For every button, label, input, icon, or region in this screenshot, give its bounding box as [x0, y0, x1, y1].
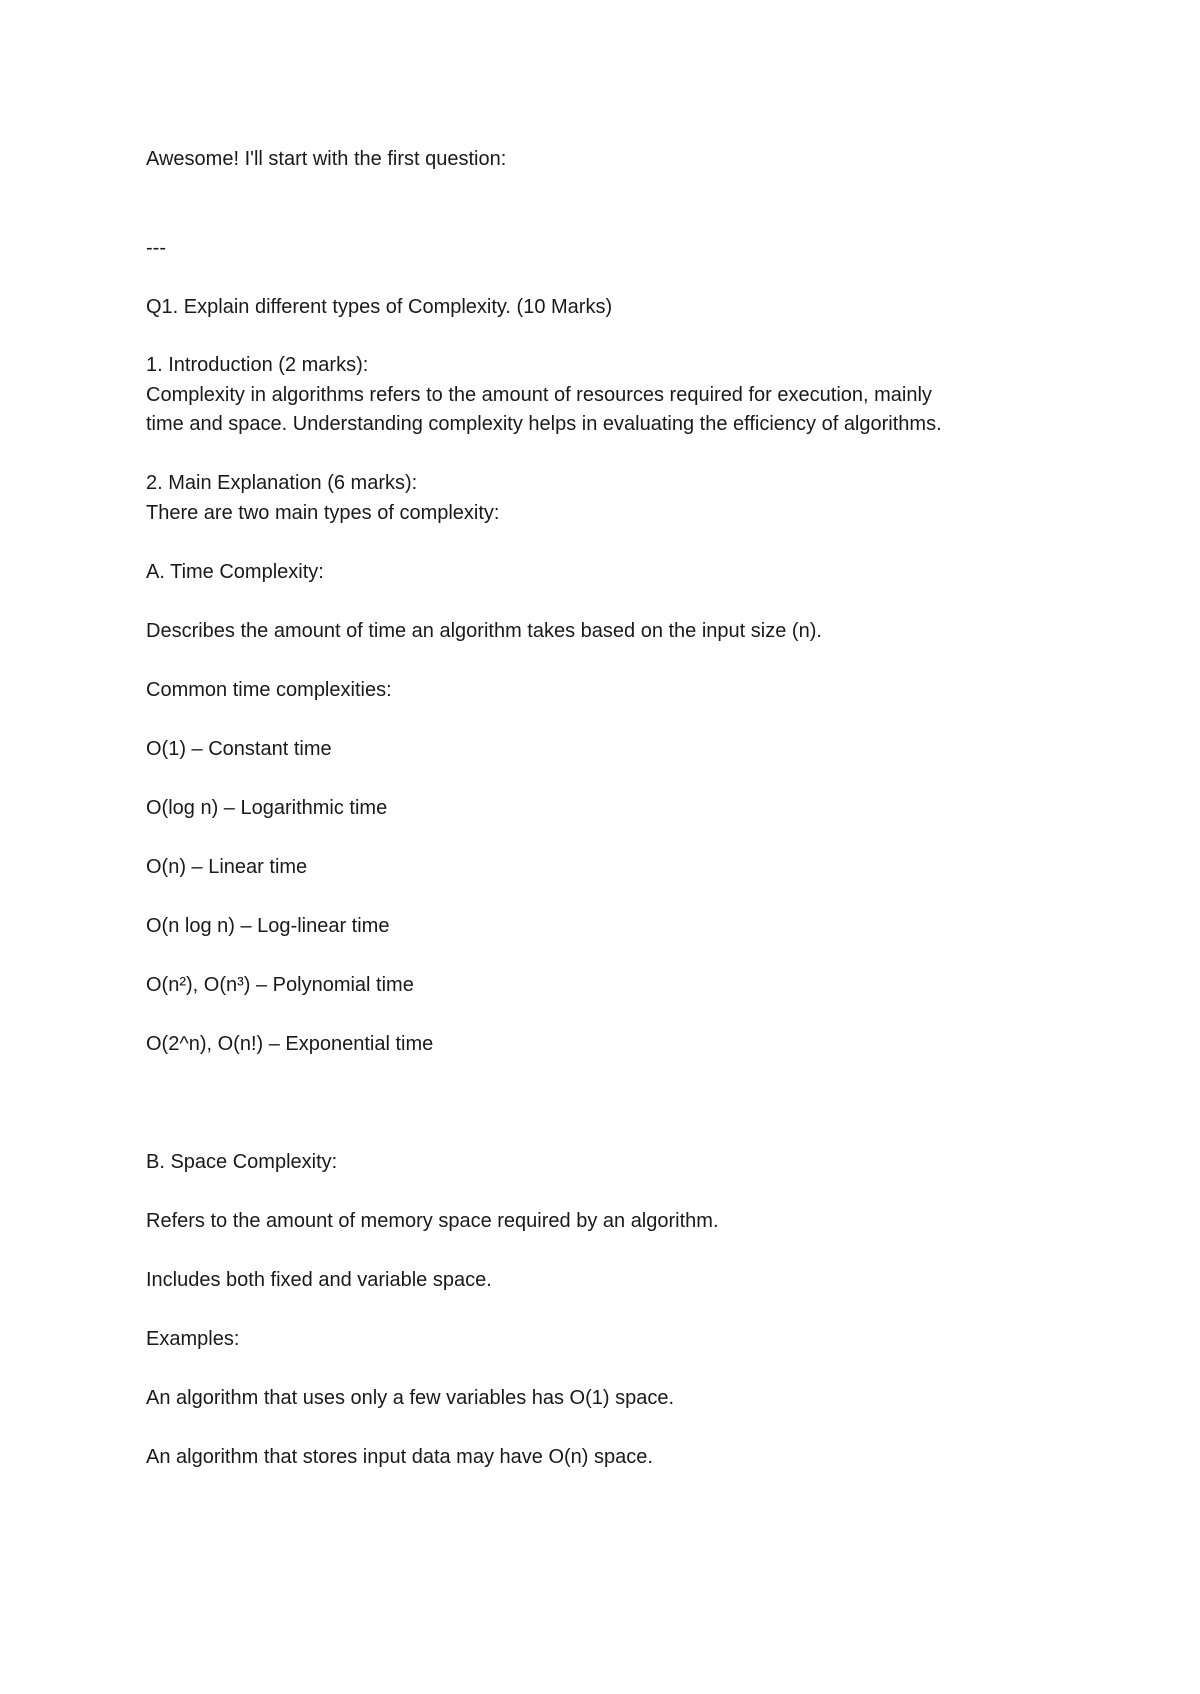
examples-label: Examples:	[146, 1328, 240, 1350]
time-complexity-heading: A. Time Complexity:	[146, 561, 324, 583]
intro-line: Awesome! I'll start with the first question:	[146, 148, 507, 170]
example-item: An algorithm that stores input data may have O(n) space.	[146, 1446, 653, 1468]
section-heading-main-explanation: 2. Main Explanation (6 marks):	[146, 472, 418, 494]
space-complexity-includes: Includes both fixed and variable space.	[146, 1269, 492, 1291]
complexity-list-item: O(log n) – Logarithmic time	[146, 797, 388, 819]
intro-paragraph-line: time and space. Understanding complexity helps in evaluating the efficiency of algorithms.	[146, 413, 942, 435]
complexity-list-item: O(n log n) – Log-linear time	[146, 915, 390, 937]
section-heading-introduction: 1. Introduction (2 marks):	[146, 354, 369, 376]
intro-paragraph-line: Complexity in algorithms refers to the amount of resources required for execution, mainly	[146, 384, 932, 406]
space-complexity-heading: B. Space Complexity:	[146, 1151, 338, 1173]
space-complexity-description: Refers to the amount of memory space required by an algorithm.	[146, 1210, 719, 1232]
complexity-list-item: O(2^n), O(n!) – Exponential time	[146, 1033, 434, 1055]
question-title: Q1. Explain different types of Complexity. (10 Marks)	[146, 296, 613, 318]
complexity-list-item: O(n²), O(n³) – Polynomial time	[146, 974, 414, 996]
time-complexity-description: Describes the amount of time an algorithm takes based on the input size (n).	[146, 620, 822, 642]
common-time-complexities-label: Common time complexities:	[146, 679, 392, 701]
main-explanation-subtitle: There are two main types of complexity:	[146, 502, 500, 524]
example-item: An algorithm that uses only a few variables has O(1) space.	[146, 1387, 675, 1409]
complexity-list-item: O(1) – Constant time	[146, 738, 332, 760]
complexity-list-item: O(n) – Linear time	[146, 856, 308, 878]
separator: ---	[146, 237, 166, 259]
